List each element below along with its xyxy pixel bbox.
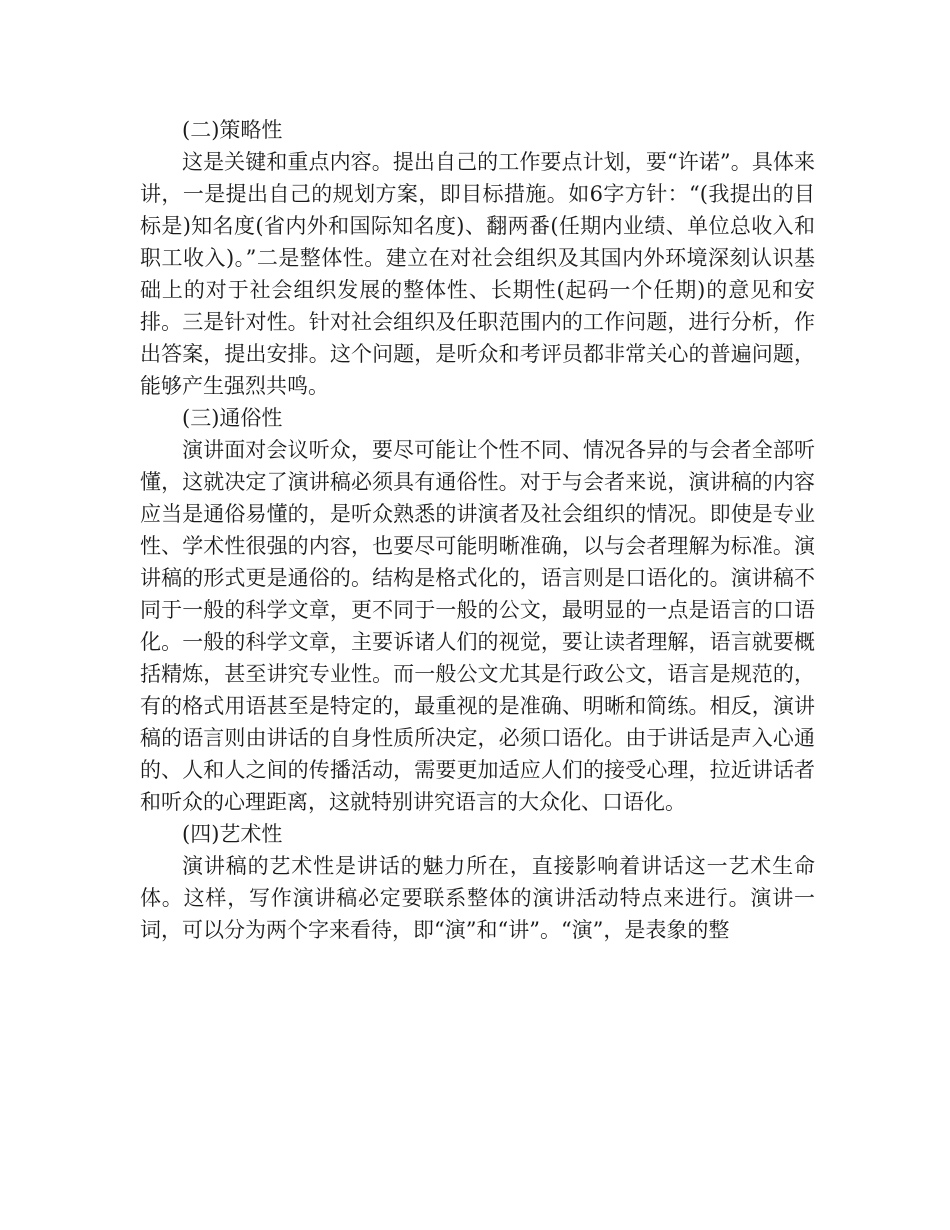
section-heading-artistry: (四)艺术性: [182, 822, 283, 846]
document-body: [140, 114, 815, 946]
section-paragraph-strategy: 这是关键和重点内容。提出自己的工作要点计划，要“许诺”。具体来讲，一是提出自己的规划方案，即目标措施。如6字方针：“(我提出的目标是)知名度(省内外和国际知名度)、翻两番(任期内业绩、单位总收入和职工收入)。”二是整体性。建立在对社会组织及其国内外环境深刻认识基础上的对于社会组织发展的整体性、长期性(起码一个任期)的意见和安排。三是针对性。针对社会组织及任职范围内的工作问题，进行分析，作出答案，提出安排。这个问题，是听众和考评员都非常关心的普遍问题，能够产生强烈共鸣。: [140, 150, 815, 398]
section-paragraph-popularity: 演讲面对会议听众，要尽可能让个性不同、情况各异的与会者全部听懂，这就决定了演讲稿必须具有通俗性。对于与会者来说，演讲稿的内容应当是通俗易懂的，是听众熟悉的讲演者及社会组织的情况。即使是专业性、学术性很强的内容，也要尽可能明晰准确，以与会者理解为标准。演讲稿的形式更是通俗的。结构是格式化的，语言则是口语化的。演讲稿不同于一般的科学文章，更不同于一般的公文，最明显的一点是语言的口语化。一般的科学文章，主要诉诸人们的视觉，要让读者理解，语言就要概括精炼，甚至讲究专业性。而一般公文尤其是行政公文，语言是规范的，有的格式用语甚至是特定的，最重视的是准确、明晰和简练。相反，演讲稿的语言则由讲话的自身性质所决定，必须口语化。由于讲话是声入心通的、人和人之间的传播活动，需要更加适应人们的接受心理，拉近讲话者和听众的心理距离，这就特别讲究语言的大众化、口语化。: [140, 438, 815, 814]
section-heading-strategy: (二)策略性: [182, 118, 283, 142]
section-paragraph-artistry: 演讲稿的艺术性是讲话的魅力所在，直接影响着讲话这一艺术生命体。这样，写作演讲稿必定要联系整体的演讲活动特点来进行。演讲一词，可以分为两个字来看待，即“演”和“讲”。“演”，是表象的整: [140, 854, 815, 942]
section-heading-popularity: (三)通俗性: [182, 406, 283, 430]
